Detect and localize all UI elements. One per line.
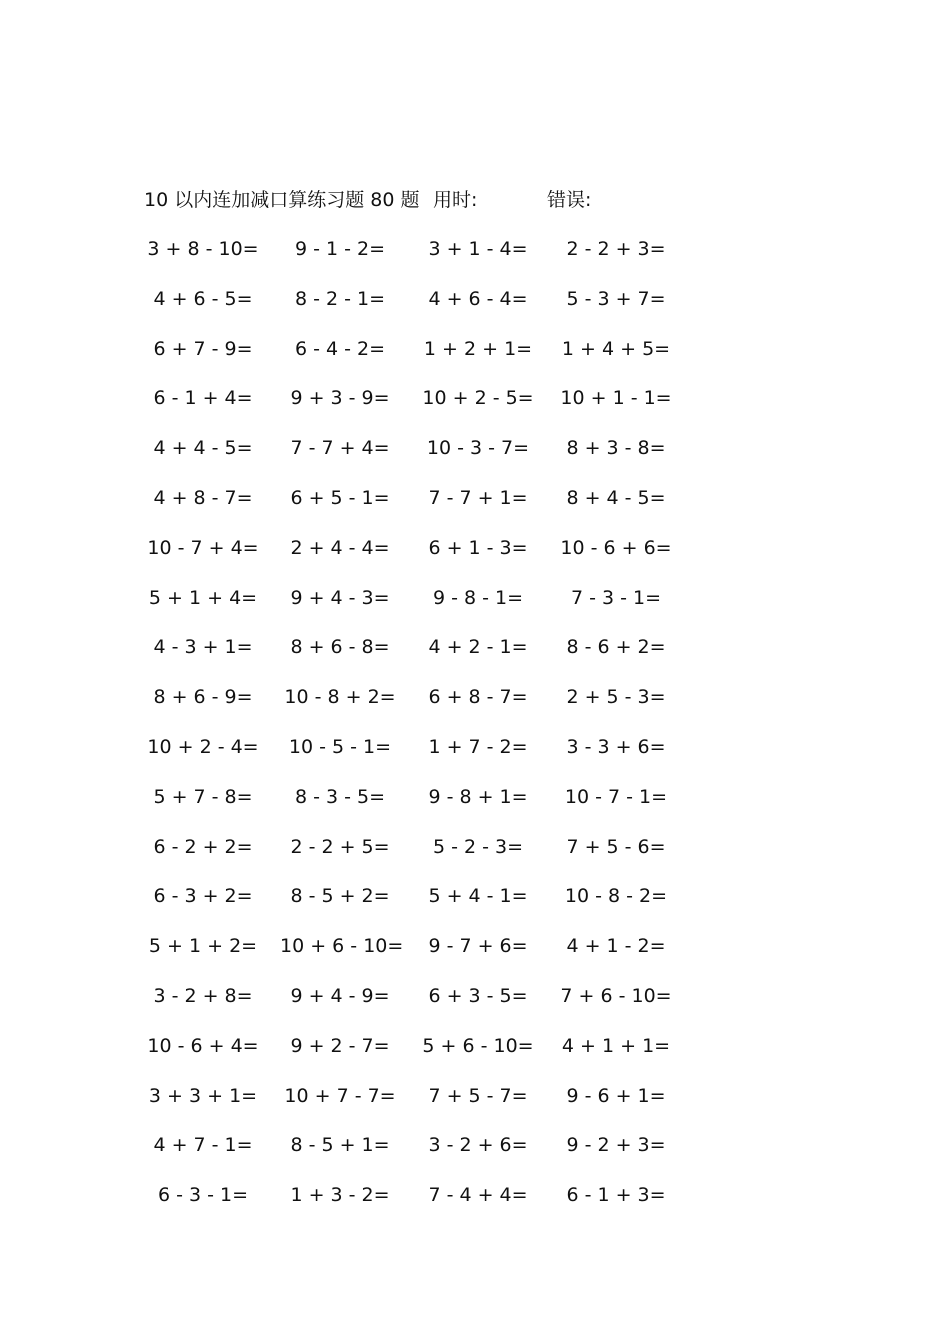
problem-row (0, 732, 950, 782)
arithmetic-problem: 4 + 6 - 4= (428, 287, 528, 310)
arithmetic-problem: 5 - 2 - 3= (432, 835, 524, 858)
problem-row (0, 284, 950, 334)
errors-label: 错误: (547, 189, 592, 211)
arithmetic-problem: 6 - 4 - 2= (294, 337, 386, 360)
arithmetic-problem: 8 - 3 - 5= (294, 785, 386, 808)
arithmetic-problem: 7 + 5 - 6= (566, 835, 666, 858)
problem-row (0, 881, 950, 931)
arithmetic-problem: 1 + 3 - 2= (290, 1184, 390, 1207)
arithmetic-problem: 5 + 7 - 8= (153, 785, 253, 808)
arithmetic-problem: 10 - 6 + 4= (147, 1034, 259, 1057)
arithmetic-problem: 3 + 1 - 4= (428, 238, 528, 260)
arithmetic-problem: 4 + 1 - 2= (566, 935, 666, 958)
arithmetic-problem: 10 - 7 - 1= (564, 785, 668, 808)
arithmetic-problem: 2 + 5 - 3= (566, 686, 666, 709)
arithmetic-problem: 1 + 7 - 2= (428, 735, 528, 758)
arithmetic-problem: 9 + 2 - 7= (290, 1034, 390, 1057)
arithmetic-problem: 7 - 7 + 4= (290, 437, 390, 460)
problem-row (0, 383, 950, 433)
arithmetic-problem: 4 + 8 - 7= (153, 486, 253, 509)
arithmetic-problem: 6 - 1 + 3= (566, 1184, 666, 1207)
arithmetic-problem: 3 + 3 + 1= (148, 1084, 258, 1107)
arithmetic-problem: 10 - 5 - 1= (288, 735, 392, 758)
arithmetic-problem: 10 - 8 - 2= (564, 885, 668, 908)
arithmetic-problem: 9 + 4 - 3= (290, 586, 390, 609)
arithmetic-problem: 8 - 2 - 1= (294, 287, 386, 310)
problem-row (0, 1081, 950, 1131)
problem-row (0, 1031, 950, 1081)
arithmetic-problem: 4 + 6 - 5= (153, 287, 253, 310)
arithmetic-problem: 8 + 3 - 8= (566, 437, 666, 460)
arithmetic-problem: 10 - 8 + 2= (284, 686, 396, 709)
arithmetic-problem: 10 - 6 + 6= (560, 536, 672, 559)
arithmetic-problem: 2 - 2 + 3= (566, 238, 666, 260)
problem-row (0, 483, 950, 533)
problem-row (0, 832, 950, 882)
arithmetic-problem: 5 + 4 - 1= (428, 885, 528, 908)
time-used-label: 用时: (433, 189, 478, 211)
arithmetic-problem: 9 - 8 + 1= (428, 785, 528, 808)
worksheet-title: 10 以内连加减口算练习题 80 题 (144, 189, 420, 211)
arithmetic-problem: 10 + 2 - 4= (147, 735, 259, 758)
arithmetic-problem: 6 + 8 - 7= (428, 686, 528, 709)
arithmetic-problem: 2 - 2 + 5= (290, 835, 390, 858)
arithmetic-problem: 8 + 6 - 8= (290, 636, 390, 659)
arithmetic-problem: 6 + 1 - 3= (428, 536, 528, 559)
arithmetic-problem: 3 + 8 - 10= (147, 238, 259, 260)
arithmetic-problem: 6 - 3 - 1= (157, 1184, 249, 1207)
problem-row (0, 931, 950, 981)
arithmetic-problem: 5 + 1 + 4= (148, 586, 258, 609)
arithmetic-problem: 6 - 2 + 2= (153, 835, 253, 858)
arithmetic-problem: 9 - 6 + 1= (566, 1084, 666, 1107)
arithmetic-problem: 5 - 3 + 7= (566, 287, 666, 310)
arithmetic-problem: 4 + 4 - 5= (153, 437, 253, 460)
arithmetic-problem: 3 - 2 + 6= (428, 1134, 528, 1157)
problem-row (0, 682, 950, 732)
arithmetic-problem: 4 + 1 + 1= (561, 1034, 671, 1057)
arithmetic-problem: 6 - 1 + 4= (153, 387, 253, 410)
arithmetic-problem: 10 + 2 - 5= (422, 387, 534, 410)
problem-row (0, 632, 950, 682)
arithmetic-problem: 4 - 3 + 1= (153, 636, 253, 659)
arithmetic-problem: 9 - 1 - 2= (294, 238, 386, 260)
arithmetic-problem: 10 - 7 + 4= (147, 536, 259, 559)
arithmetic-problem: 9 - 2 + 3= (566, 1134, 666, 1157)
arithmetic-problem: 4 + 2 - 1= (428, 636, 528, 659)
arithmetic-problem: 1 + 4 + 5= (561, 337, 671, 360)
arithmetic-problem: 9 - 8 - 1= (432, 586, 524, 609)
problem-row (0, 1180, 950, 1230)
arithmetic-problem: 5 + 1 + 2= (148, 935, 258, 958)
problem-grid (0, 234, 950, 1230)
arithmetic-problem: 3 - 2 + 8= (153, 984, 253, 1007)
arithmetic-problem: 6 + 5 - 1= (290, 486, 390, 509)
problem-row (0, 234, 950, 284)
problem-row (0, 533, 950, 583)
arithmetic-problem: 6 + 3 - 5= (428, 984, 528, 1007)
arithmetic-problem: 9 + 3 - 9= (290, 387, 390, 410)
arithmetic-problem: 1 + 2 + 1= (423, 337, 533, 360)
problem-row (0, 782, 950, 832)
worksheet-header (0, 186, 950, 214)
problem-row (0, 334, 950, 384)
arithmetic-problem: 8 - 5 + 2= (290, 885, 390, 908)
arithmetic-problem: 4 + 7 - 1= (153, 1134, 253, 1157)
arithmetic-problem: 7 - 3 - 1= (570, 586, 662, 609)
arithmetic-problem: 10 - 3 - 7= (426, 437, 530, 460)
arithmetic-problem: 7 + 6 - 10= (560, 984, 672, 1007)
arithmetic-problem: 8 - 5 + 1= (290, 1134, 390, 1157)
problem-row (0, 583, 950, 633)
arithmetic-problem: 10 + 6 - 10= (280, 935, 404, 958)
arithmetic-problem: 5 + 6 - 10= (422, 1034, 534, 1057)
arithmetic-problem: 7 - 7 + 1= (428, 486, 528, 509)
problem-row (0, 981, 950, 1031)
arithmetic-problem: 8 - 6 + 2= (566, 636, 666, 659)
arithmetic-problem: 6 - 3 + 2= (153, 885, 253, 908)
arithmetic-problem: 10 + 7 - 7= (284, 1084, 396, 1107)
arithmetic-problem: 7 + 5 - 7= (428, 1084, 528, 1107)
problem-row (0, 1130, 950, 1180)
arithmetic-problem: 7 - 4 + 4= (428, 1184, 528, 1207)
problem-row (0, 433, 950, 483)
arithmetic-problem: 9 - 7 + 6= (428, 935, 528, 958)
arithmetic-problem: 2 + 4 - 4= (290, 536, 390, 559)
arithmetic-problem: 6 + 7 - 9= (153, 337, 253, 360)
arithmetic-problem: 10 + 1 - 1= (560, 387, 672, 410)
arithmetic-problem: 8 + 6 - 9= (153, 686, 253, 709)
arithmetic-problem: 9 + 4 - 9= (290, 984, 390, 1007)
arithmetic-problem: 8 + 4 - 5= (566, 486, 666, 509)
arithmetic-problem: 3 - 3 + 6= (566, 735, 666, 758)
